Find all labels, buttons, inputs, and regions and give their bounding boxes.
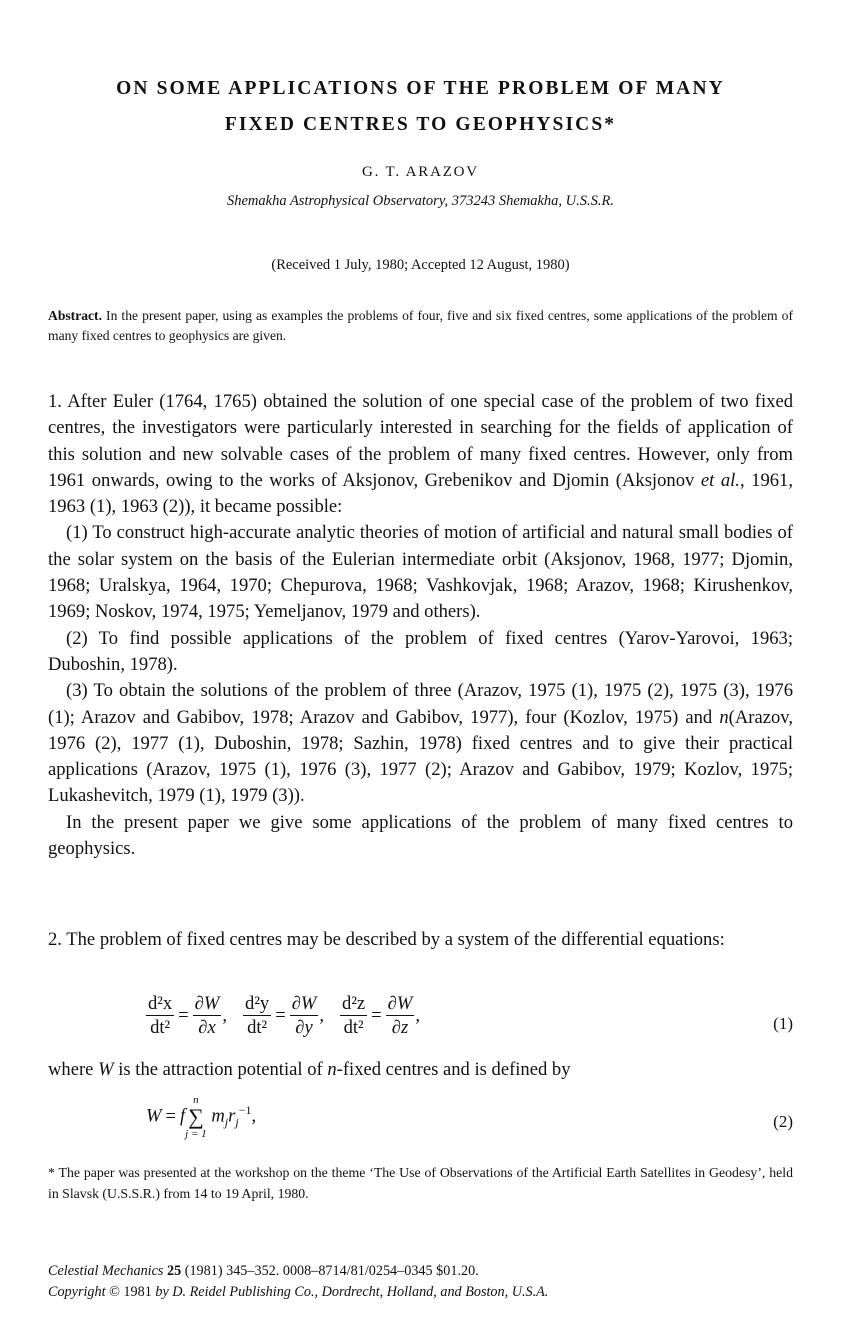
journal-citation	[48, 1261, 548, 1282]
fraction-denominator: ∂z	[391, 1017, 409, 1038]
journal-volume: 25	[167, 1263, 182, 1279]
equation-2-number: (2)	[773, 1112, 793, 1131]
copyright-word: Copyright	[48, 1283, 106, 1300]
sum-lower-limit: j = 1	[185, 1128, 207, 1140]
equals-sign: =	[275, 1004, 286, 1026]
italic-n: n	[719, 706, 729, 728]
fraction-numerator: ∂W	[291, 993, 317, 1014]
summation	[185, 1093, 206, 1141]
copyright-icon: ©	[109, 1283, 120, 1300]
section-1-paragraph	[48, 389, 793, 520]
list-item-3-text-a: (3) To obtain the solutions of the problem of three (Arazov, 1975 (1), 1975 (2), 1975 (3), 1976 (1); Arazov and Gabibov, 1978; Arazov and Gabibov, 1977), four (Kozlov, 1975) and	[48, 680, 793, 728]
where-text-b: is the attraction potential of	[113, 1059, 328, 1080]
journal-name: Celestial Mechanics	[48, 1263, 164, 1279]
received-dates: (Received 1 July, 1980; Accepted 12 August, 1980)	[271, 257, 570, 273]
fraction-denominator: dt²	[343, 1017, 364, 1038]
comma: ,	[319, 1004, 325, 1026]
symbol-f: f	[180, 1105, 186, 1127]
abstract	[48, 306, 793, 346]
comma: ,	[222, 1004, 228, 1026]
page-footer	[48, 1261, 548, 1303]
fraction-numerator: d²y	[245, 993, 270, 1014]
sigma-symbol: ∑	[188, 1104, 204, 1129]
equation-1-number: (1)	[773, 1014, 793, 1033]
section-2-paragraph: 2. The problem of fixed centres may be described by a system of the differential equations:	[48, 929, 725, 950]
fraction-denominator: dt²	[150, 1017, 171, 1038]
where-text-c: -fixed centres and is defined by	[336, 1059, 571, 1080]
list-item-3	[48, 678, 793, 809]
section-1-text-a: 1. After Euler (1764, 1765) obtained the solution of one special case of the problem of two fixed centres, the investigators were particularly interested in searching for the fields of application of this solution and new solvable cases of the problem of many fixed centres. However, only from 1961 onwards, owing to the works of Aksjonov, Grebenikov and Djomin (Aksjonov	[48, 391, 793, 491]
equals-sign: =	[371, 1004, 382, 1026]
fraction-d2z-dt2	[340, 992, 367, 1039]
comma: ,	[251, 1105, 257, 1127]
equals-sign: =	[178, 1004, 189, 1026]
citation-details: (1981) 345–352. 0008–8714/81/0254–0345 $01.20.	[181, 1263, 479, 1279]
author-name: G. T. ARAZOV	[362, 164, 479, 180]
footnote: * The paper was presented at the workshop on the theme ‘The Use of Observations of the Artificial Earth Satellites in Geodesy’, held in Slavsk (U.S.S.R.) from 14 to 19 April, 1980.	[48, 1165, 793, 1201]
where-text-a: where	[48, 1059, 99, 1080]
list-item-3-text-b: (Arazov, 1976 (2), 1977 (1), Duboshin, 1978; Sazhin, 1978) fixed centres and to give their practical applications (Arazov, 1975 (1), 1976 (3), 1977 (2); Arazov and Gabibov, 1979; Kozlov, 1975; Lukashevitch, 1979 (1), 1979 (3)).	[48, 706, 793, 807]
author-affiliation: Shemakha Astrophysical Observatory, 373243 Shemakha, U.S.S.R.	[226, 193, 615, 209]
section-1-text-b: , 1961, 1963 (1), 1963 (2)), it became possible:	[48, 469, 793, 518]
fraction-dW-dy	[290, 992, 319, 1039]
comma: ,	[415, 1004, 420, 1026]
superscript-minus-one: −1	[238, 1103, 252, 1118]
fraction-denominator: dt²	[247, 1017, 268, 1038]
fraction-numerator: ∂W	[387, 993, 413, 1014]
abstract-label: Abstract.	[48, 308, 102, 323]
symbol-W: W	[98, 1059, 114, 1080]
fraction-d2x-dt2	[146, 992, 174, 1039]
fraction-dW-dx	[193, 992, 222, 1039]
fraction-numerator: d²x	[148, 993, 173, 1014]
abstract-text: In the present paper, using as examples the problems of four, five and six fixed centres, some applications of the problem of many fixed centres to geophysics are given.	[48, 308, 793, 343]
sum-upper-limit: n	[193, 1094, 199, 1106]
where-text	[48, 1057, 793, 1083]
where-sentence	[48, 1057, 793, 1083]
fraction-denominator: ∂x	[198, 1017, 216, 1038]
subscript-j: j	[224, 1114, 229, 1129]
fraction-d2y-dt2	[243, 992, 271, 1039]
section-2-intro	[48, 927, 793, 953]
section-1-closing: In the present paper we give some applications of the problem of many fixed centres to geophysics.	[48, 811, 793, 860]
fraction-denominator: ∂y	[295, 1017, 313, 1038]
symbol-W: W	[146, 1105, 162, 1127]
equation-1	[146, 992, 436, 1039]
list-item-2: (2) To find possible applications of the problem of fixed centres (Yarov-Yarovoi, 1963; Duboshin, 1978).	[48, 627, 793, 675]
publisher: by D. Reidel Publishing Co., Dordrecht, Holland, and Boston, U.S.A.	[155, 1283, 549, 1300]
copyright-line	[48, 1282, 548, 1303]
copyright-year: 1981	[123, 1283, 152, 1300]
fraction-numerator: d²z	[342, 993, 366, 1014]
symbol-n: n	[327, 1059, 337, 1080]
paper-title-line-2: FIXED CENTRES TO GEOPHYSICS*	[224, 114, 617, 135]
symbol-m: m	[211, 1105, 225, 1127]
fraction-numerator: ∂W	[194, 993, 220, 1014]
symbol-r: r	[228, 1105, 236, 1127]
list-item-1: (1) To construct high-accurate analytic theories of motion of artificial and natural small bodies of the solar system on the basis of the Eulerian intermediate orbit (Aksjonov, 1968, 1977; Djomin, 1968; Uralskya, 1964, 1970; Chepurova, 1968; Vashkovjak, 1968; Arazov, 1968; Kirushenkov, 1969; Noskov, 1974, 1975; Yemeljanov, 1979 and others).	[48, 522, 793, 623]
et-al-italic: et al.	[700, 469, 740, 491]
paper-title-line-1: ON SOME APPLICATIONS OF THE PROBLEM OF MANY	[116, 78, 725, 99]
fraction-dW-dz	[386, 992, 415, 1039]
section-1	[48, 389, 793, 862]
equals-sign: =	[165, 1106, 176, 1127]
equation-2	[146, 1093, 256, 1141]
subscript-j: j	[235, 1114, 239, 1129]
